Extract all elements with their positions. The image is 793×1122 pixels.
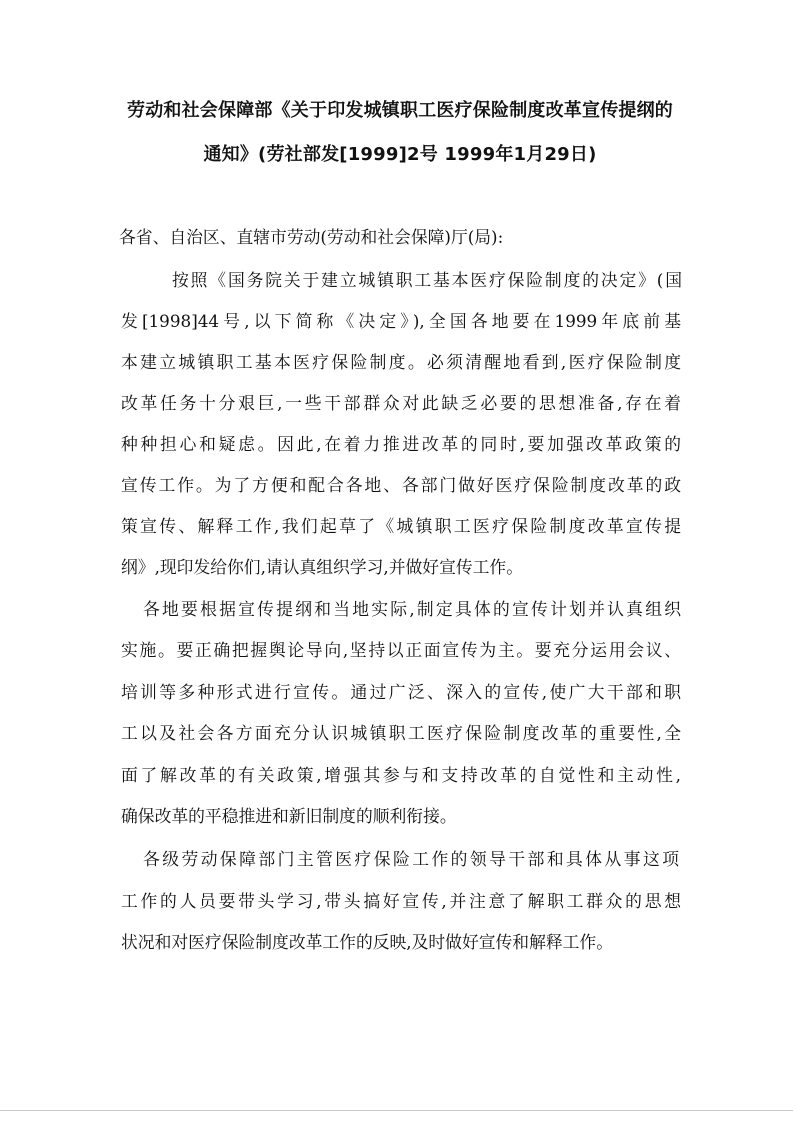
paragraph-line: 策宣传、解释工作,我们起草了《城镇职工医疗保险制度改革宣传提 <box>121 516 681 536</box>
paragraph-line: 发[1998]44号,以下简称《决定》),全国各地要在1999年底前基 <box>121 311 681 331</box>
salutation: 各省、自治区、直辖市劳动(劳动和社会保障)厅(局): <box>119 227 504 247</box>
paragraph-line: 各地要根据宣传提纲和当地实际,制定具体的宣传计划并认真组织 <box>143 599 681 619</box>
paragraph-line: 宣传工作。为了方便和配合各地、各部门做好医疗保险制度改革的政 <box>121 475 681 495</box>
paragraph-line: 培训等多种形式进行宣传。通过广泛、深入的宣传,使广大干部和职 <box>121 682 681 702</box>
paragraph-line: 工作的人员要带头学习,带头搞好宣传,并注意了解职工群众的思想 <box>121 891 681 911</box>
paragraph-line: 按照《国务院关于建立城镇职工基本医疗保险制度的决定》(国 <box>172 270 682 290</box>
paragraph-line: 实施。要正确把握舆论导向,坚持以正面宣传为主。要充分运用会议、 <box>121 640 681 660</box>
paragraph-line: 各级劳动保障部门主管医疗保险工作的领导干部和具体从事这项 <box>143 849 679 869</box>
paragraph-line: 状况和对医疗保险制度改革工作的反映,及时做好宣传和解释工作。 <box>121 932 613 952</box>
document-title-line-1: 劳动和社会保障部《关于印发城镇职工医疗保险制度改革宣传提纲的 <box>127 100 673 121</box>
document-title-line-2: 通知》(劳社部发[1999]2号 1999年1月29日) <box>203 144 597 165</box>
paragraph-line: 纲》,现印发给你们,请认真组织学习,并做好宣传工作。 <box>121 557 523 577</box>
paragraph-line: 种种担心和疑虑。因此,在着力推进改革的同时,要加强改革政策的 <box>121 434 681 454</box>
paragraph-line: 工以及社会各方面充分认识城镇职工医疗保险制度改革的重要性,全 <box>121 723 681 743</box>
paragraph-line: 改革任务十分艰巨,一些干部群众对此缺乏必要的思想准备,存在着 <box>121 393 681 413</box>
page-bottom-border <box>0 1110 793 1111</box>
paragraph-line: 本建立城镇职工基本医疗保险制度。必须清醒地看到,医疗保险制度 <box>121 352 681 372</box>
paragraph-line: 确保改革的平稳推进和新旧制度的顺利衔接。 <box>121 806 457 826</box>
paragraph-line: 面了解改革的有关政策,增强其参与和支持改革的自觉性和主动性, <box>121 765 681 785</box>
